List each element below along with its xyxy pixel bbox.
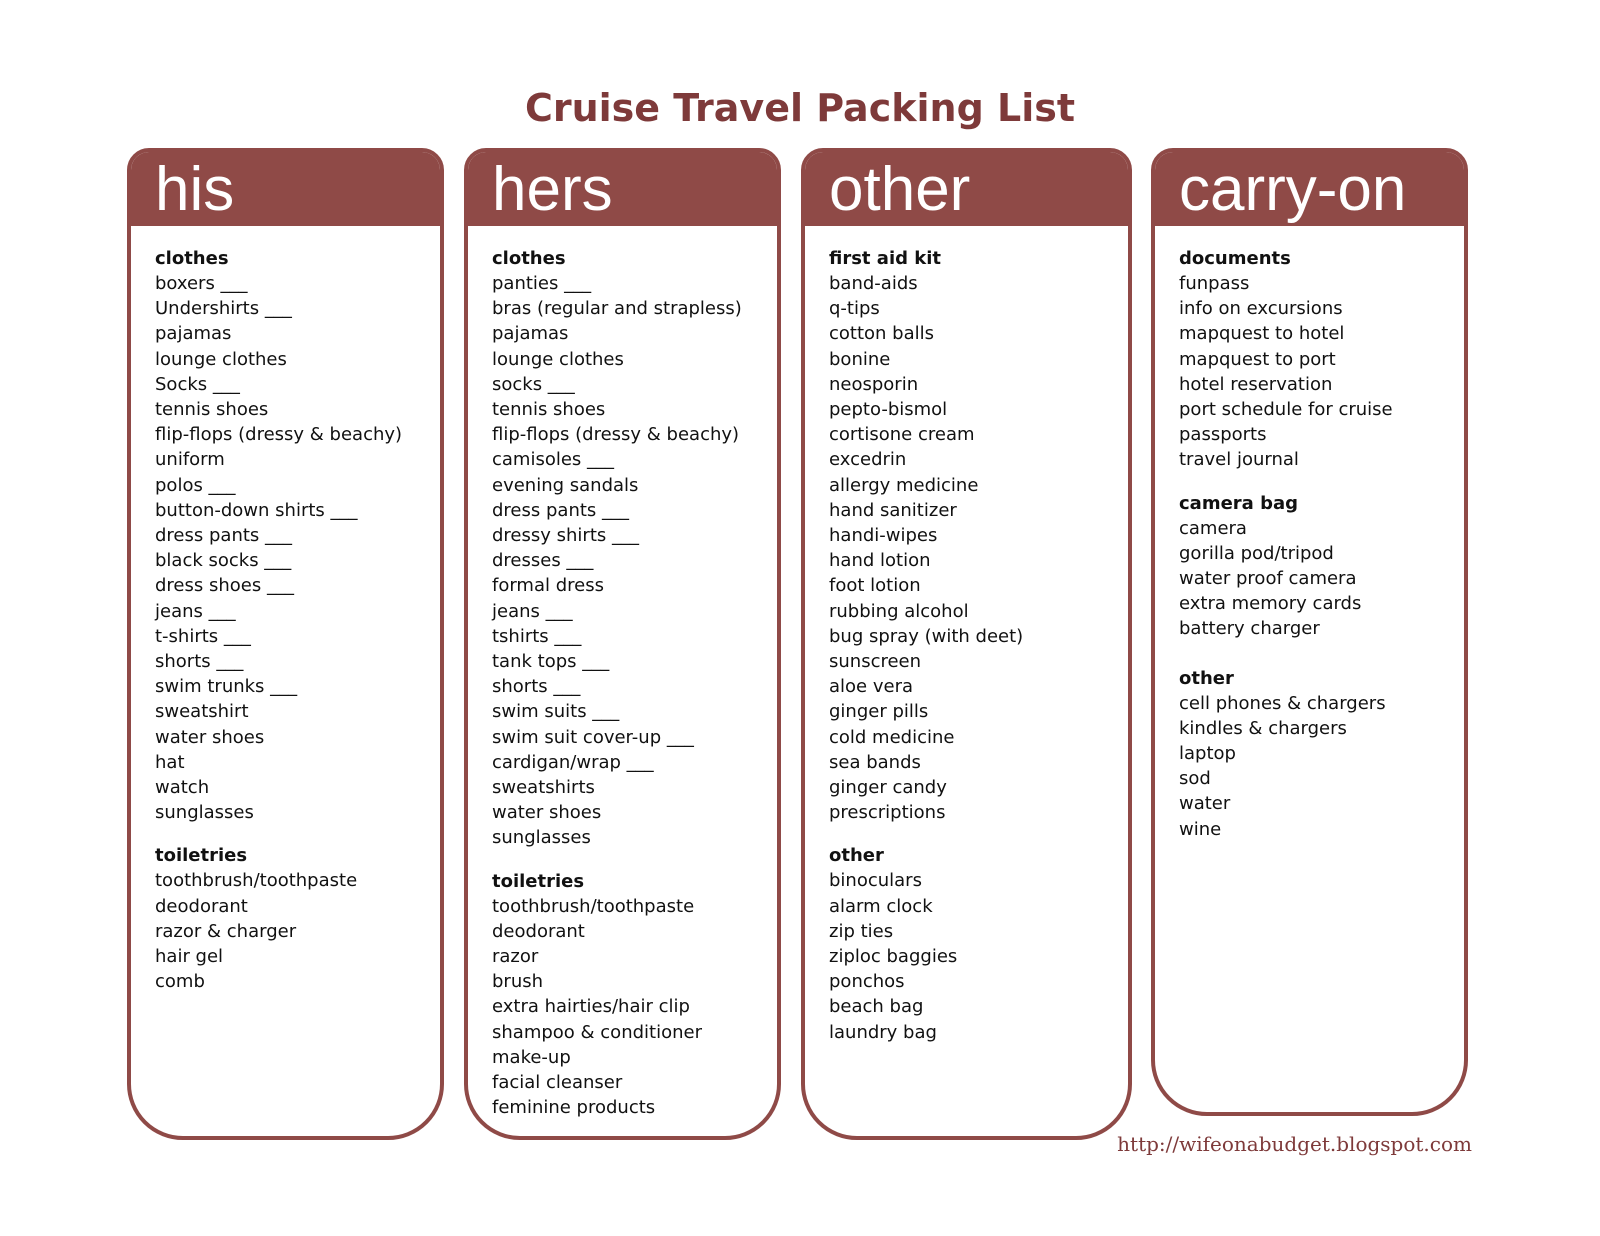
list-item: gorilla pod/tripod [1179,542,1334,564]
list-item: laptop [1179,743,1236,765]
page-title: Cruise Travel Packing List [524,86,1076,130]
list-item: allergy medicine [829,474,979,496]
section-title: clothes [492,248,566,269]
list-item: pepto-bismol [829,399,948,421]
list-item: mapquest to hotel [1179,323,1345,345]
list-item: bras (regular and strapless) [492,298,742,320]
list-item: toothbrush/toothpaste [492,895,695,917]
column-body [1155,226,1464,842]
column-body [805,226,1128,1045]
list-item: shorts ___ [492,676,581,698]
list-item: deodorant [492,920,585,942]
list-item: hand sanitizer [829,499,957,521]
list-item: razor [492,946,539,968]
list-item: travel journal [1179,449,1299,471]
list-item: ponchos [829,971,905,993]
column-body [468,226,777,1121]
list-item: lounge clothes [492,348,624,370]
list-item: dress pants ___ [492,499,630,521]
list-item: band-aids [829,273,918,294]
list-item: cell phones & chargers [1179,692,1386,714]
list-item: port schedule for cruise [1179,399,1393,421]
list-item: formal dress [492,575,604,597]
list-item: water shoes [155,726,265,748]
list-item: foot lotion [829,575,921,597]
list-item: feminine products [492,1097,656,1119]
list-item: Undershirts ___ [155,298,292,320]
list-item: hotel reservation [1179,373,1333,395]
list-item: bonine [829,348,891,370]
list-item: lounge clothes [155,348,287,370]
section-title: toiletries [492,870,585,892]
list-item: cotton balls [829,323,935,345]
list-section [829,843,1128,1044]
list-section [1179,491,1464,642]
list-section [492,246,777,851]
list-section [155,246,440,825]
section-title: clothes [155,248,229,269]
list-item: dressy shirts ___ [492,525,639,547]
list-section [155,843,440,994]
list-item: pajamas [155,323,232,345]
list-item: sunglasses [492,827,591,849]
list-item: rubbing alcohol [829,600,969,622]
section-title: other [829,845,884,867]
list-item: aloe vera [829,676,913,698]
list-item: pajamas [492,323,569,345]
list-item: funpass [1179,273,1250,294]
list-item: sweatshirts [492,777,595,799]
list-item: laundry bag [829,1021,937,1043]
list-item: wine [1179,818,1222,840]
list-item: panties ___ [492,273,592,294]
list-item: tank tops ___ [492,651,610,673]
list-item: zip ties [829,920,894,942]
list-item: jeans ___ [155,600,236,622]
list-item: passports [1179,424,1267,446]
list-item: handi-wipes [829,525,938,547]
list-section [829,246,1128,825]
list-item: sod [1179,768,1211,790]
list-item: binoculars [829,870,922,892]
list-item: jeans ___ [492,600,573,622]
list-item: swim suits ___ [492,701,620,723]
column-header: hers [468,152,777,226]
list-item: t-shirts ___ [155,625,251,647]
list-item: dress shoes ___ [155,575,294,597]
list-item: camera [1179,517,1247,539]
list-item: q-tips [829,298,880,320]
list-section [1179,246,1464,473]
column-header: other [805,152,1128,226]
list-item: swim suit cover-up ___ [492,726,694,748]
list-item: cardigan/wrap ___ [492,751,654,773]
list-item: sea bands [829,751,921,773]
column-body [131,226,440,994]
list-item: black socks ___ [155,550,292,572]
column-carry-on [1151,148,1468,1116]
list-item: flip-flops (dressy & beachy) [155,424,403,446]
list-item: camisoles ___ [492,449,615,471]
list-item: cortisone cream [829,424,975,446]
list-item: boxers ___ [155,273,248,294]
list-item: uniform [155,449,225,471]
list-item: deodorant [155,895,248,917]
list-item: water proof camera [1179,568,1357,590]
list-section [492,869,777,1121]
list-item: water shoes [492,802,602,824]
list-item: neosporin [829,373,919,395]
list-item: flip-flops (dressy & beachy) [492,424,740,446]
list-item: watch [155,777,210,799]
list-item: hair gel [155,946,224,968]
list-item: razor & charger [155,920,297,942]
list-item: polos ___ [155,474,236,496]
list-section [1179,666,1464,842]
list-item: evening sandals [492,474,639,496]
column-other [801,148,1132,1140]
list-item: tennis shoes [492,399,606,421]
column-his [127,148,444,1140]
column-hers [464,148,781,1140]
section-title: other [1179,667,1234,689]
list-item: alarm clock [829,895,933,917]
list-item: hat [155,751,185,773]
list-item: button-down shirts ___ [155,499,358,521]
section-title: first aid kit [829,248,942,269]
list-item: extra memory cards [1179,593,1362,615]
section-title: camera bag [1179,492,1298,514]
list-item: sweatshirt [155,701,249,723]
column-header: carry-on [1155,152,1464,226]
column-header: his [131,152,440,226]
list-item: hand lotion [829,550,931,572]
list-item: mapquest to port [1179,348,1336,370]
list-item: socks ___ [492,373,575,395]
list-item: shorts ___ [155,651,244,673]
list-item: tshirts ___ [492,625,582,647]
list-item: ginger pills [829,701,929,723]
list-item: bug spray (with deet) [829,625,1024,647]
list-item: battery charger [1179,618,1320,640]
list-item: sunscreen [829,651,922,673]
section-title: documents [1179,248,1291,269]
list-item: Socks ___ [155,373,240,395]
list-item: extra hairties/hair clip [492,996,690,1018]
list-item: cold medicine [829,726,955,748]
list-item: brush [492,971,544,993]
list-item: prescriptions [829,802,946,824]
list-item: ginger candy [829,777,947,799]
list-item: facial cleanser [492,1072,623,1094]
section-title: toiletries [155,845,248,867]
list-item: sunglasses [155,802,254,824]
list-item: comb [155,971,205,993]
list-item: excedrin [829,449,907,471]
list-item: water [1179,793,1231,815]
list-item: swim trunks ___ [155,676,298,698]
list-item: tennis shoes [155,399,269,421]
list-item: dresses ___ [492,550,594,572]
list-item: beach bag [829,996,924,1018]
list-item: toothbrush/toothpaste [155,870,358,892]
list-item: make-up [492,1046,571,1068]
list-item: kindles & chargers [1179,717,1347,739]
list-item: info on excursions [1179,298,1343,320]
source-url: http://wifeonabudget.blogspot.com [1117,1132,1472,1156]
list-item: shampoo & conditioner [492,1021,702,1043]
list-item: dress pants ___ [155,525,293,547]
list-item: ziploc baggies [829,946,958,968]
